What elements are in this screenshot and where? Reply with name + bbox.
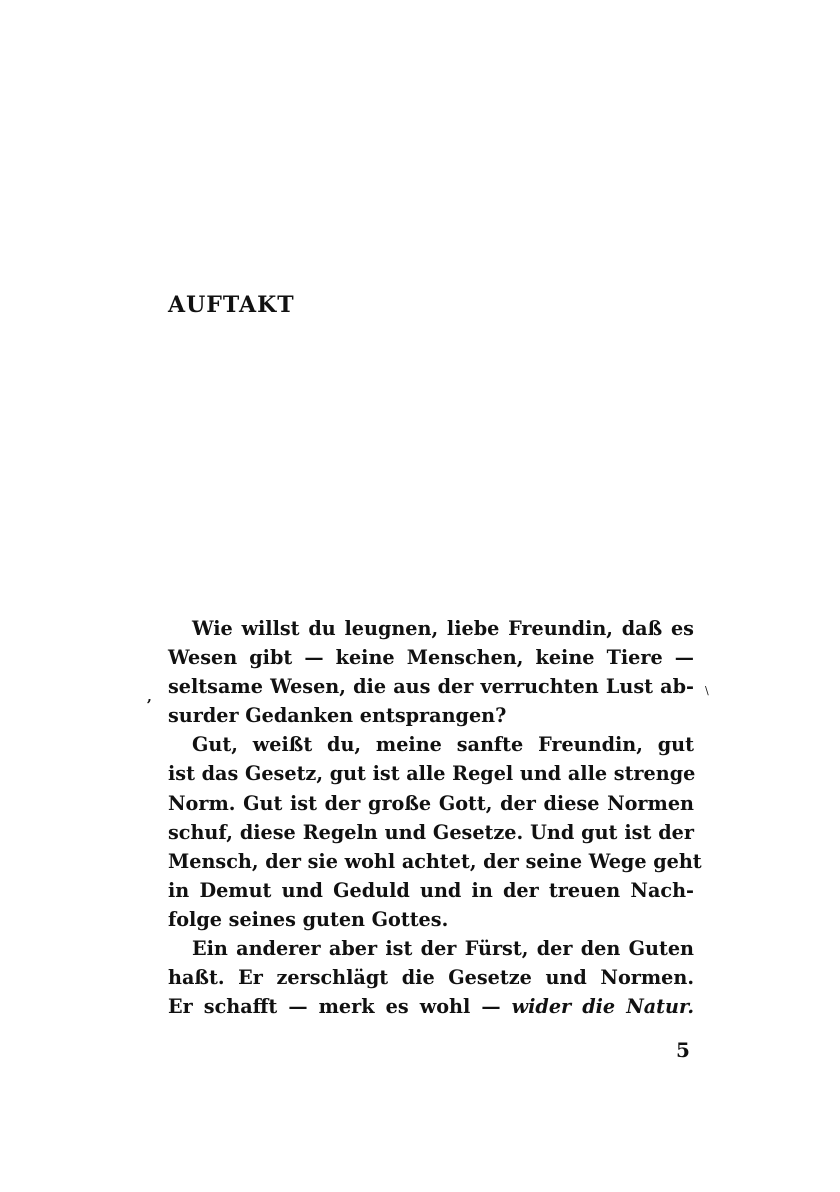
text-line-1: Wie willst du leugnen, liebe Freundin, daß es [192,617,694,640]
text-line-9: Mensch, der sie wohl achtet, der seine Wege geht [168,849,702,873]
text-line-14-start: Er schafft — merk es wohl — [168,995,512,1019]
text-line-4: surder Gedanken entsprangen? [168,704,507,728]
text-line-14-emphasis: wider die Natur. [511,995,695,1019]
page-number: 5 [676,1038,690,1062]
text-line-14 [168,992,694,1021]
text-line-6: ist das Gesetz, gut ist alle Regel und alle strenge [168,762,696,786]
text-line-3: seltsame Wesen, die aus der verruchten Lust ab- [168,675,694,699]
text-line-2: Wesen gibt — keine Menschen, keine Tiere — [168,646,694,670]
margin-mark-left: , [147,689,152,705]
text-line-8: schuf, diese Regeln und Gesetze. Und gut ist der [168,820,694,844]
body-text [168,614,702,1021]
text-line-13: haßt. Er zerschlägt die Gesetze und Normen. [168,966,694,990]
text-line-7: Norm. Gut ist der große Gott, der diese Normen [168,791,694,815]
chapter-heading: AUFTAKT [168,292,295,318]
text-line-10: in Demut und Geduld und in der treuen Nach- [168,878,694,902]
margin-mark-right: \ [705,684,709,697]
text-line-12: Ein anderer aber ist der Fürst, der den Guten [192,937,694,961]
text-line-5: Gut, weißt du, meine sanfte Freundin, gut [192,733,694,757]
text-line-11: folge seines guten Gottes. [168,907,449,931]
